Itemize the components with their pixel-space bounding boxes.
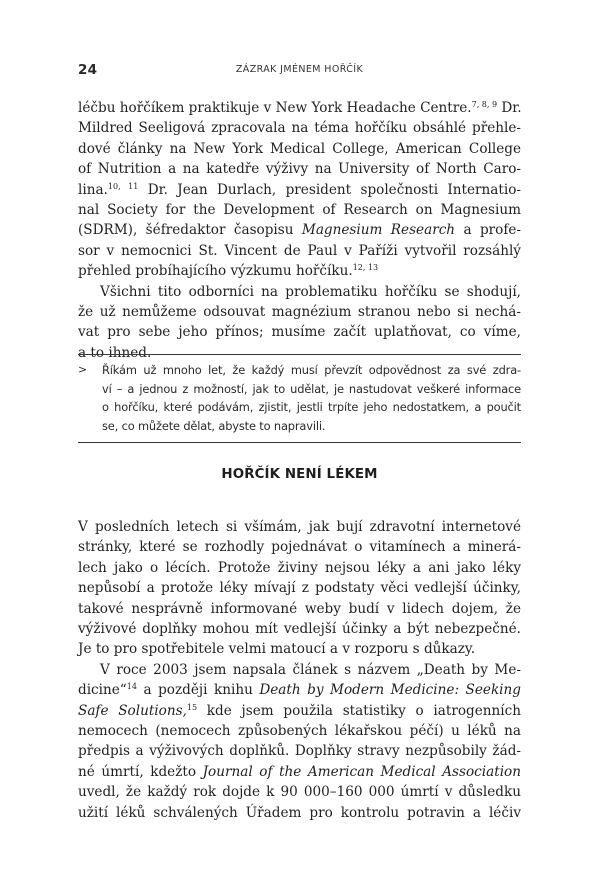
text-line: V roce 2003 jsem napsala článek s názvem „Death by Me- <box>100 661 521 678</box>
journal-title: Magnesium Research <box>301 222 456 239</box>
body-text-top <box>78 98 521 363</box>
footnote-ref: 15 <box>186 702 198 712</box>
text-line <box>78 762 521 782</box>
line-text: a později knihu <box>136 682 260 699</box>
line-text: dicine“ <box>78 682 127 699</box>
callout-line: se, co můžete dělat, abyste to napravili. <box>102 418 326 433</box>
callout-line: o hořčíku, které podávám, zjistit, jestli trpíte jeho nedostatkem, a poučit <box>102 400 521 415</box>
line-text: léčbu hořčíkem praktikuje v New York Headache Centre. <box>78 100 472 116</box>
text-line: Je to pro spotřebitele velmi matoucí a v rozporu s důkazy. <box>78 641 476 658</box>
section-heading: HOŘČÍK NENÍ LÉKEM <box>221 467 378 482</box>
text-line: sor v nemocnici St. Vincent de Paul v Paříži vytvořil rozsáhlý <box>78 242 521 259</box>
text-line: užití léků schválených Úřadem pro kontrolu potravin a léčiv <box>78 804 521 821</box>
paragraph-2 <box>78 282 521 364</box>
footnote-ref: 14 <box>126 682 137 692</box>
text-line: Všichni tito odborníci na problematiku hořčíku se shodují, <box>100 283 521 300</box>
running-title: ZÁZRAK JMÉNEM HOŘČÍK <box>235 64 364 75</box>
paragraph-4 <box>78 660 521 823</box>
text-line <box>78 680 521 700</box>
text-line: vat pro sebe jeho přínos; musíme začít uplatňovat, co víme, <box>78 324 521 341</box>
text-line: že už nemůžeme odsouvat magnézium stranou nebo si nechá- <box>78 304 521 321</box>
text-line: stránky, které se rozhodly pojednávat o vitamínech a minerá- <box>78 539 521 556</box>
line-text: Dr. <box>497 100 522 116</box>
running-header <box>78 62 521 82</box>
book-title: Safe Solutions, <box>78 702 187 719</box>
text-line: uvedl, že každý rok dojde k 90 000–160 000 úmrtí v důsledku <box>78 784 521 801</box>
text-line: V posledních letech si všímám, jak bují zdravotní internetové <box>78 519 521 535</box>
footnote-ref: 10, 11 <box>107 181 139 191</box>
text-line: of Nutrition a na katedře výživy na University of North Caro- <box>78 161 521 178</box>
text-line: dové články na New York Medical College, American College <box>78 140 521 157</box>
callout-box <box>78 354 521 443</box>
page-number: 24 <box>78 62 98 78</box>
text-line <box>78 220 521 240</box>
text-line <box>78 261 521 281</box>
text-line <box>78 701 521 721</box>
text-line: a to ihned. <box>78 344 152 361</box>
line-text: kde jsem použila statistiky o iatrogenních <box>197 702 521 719</box>
paragraph-3 <box>78 517 521 660</box>
line-text: né úmrtí, kdežto <box>78 763 203 780</box>
text-line <box>78 180 521 200</box>
text-line: nepůsobí a protože léky mívají z podstaty věci vedlejší účinky, <box>78 580 521 597</box>
line-text: (SDRM), šéfredaktor časopisu <box>78 222 302 239</box>
footnote-ref: 12, 13 <box>352 263 379 273</box>
callout-marker-icon: > <box>78 363 88 376</box>
line-text: a profe- <box>455 222 521 239</box>
line-text: lina. <box>78 181 108 198</box>
text-line: předpis a výživových doplňků. Doplňky stravy nezpůsobily žád- <box>78 743 521 760</box>
line-text: přehled probíhajícího výzkumu hořčíku. <box>78 263 353 280</box>
text-line: takové nesprávně informované weby budí v lidech dojem, že <box>78 600 521 617</box>
text-line: Mildred Seeligová zpracovala na téma hořčíku obsáhlé přehle- <box>78 120 521 137</box>
text-line: výživové doplňky mohou mít vedlejší účinky a být nebezpečné. <box>78 621 521 638</box>
book-title: Death by Modern Medicine: Seeking <box>259 682 521 699</box>
journal-title: Journal of the American Medical Association <box>202 763 521 780</box>
text-line: lech jako o lécích. Protože živiny nejsou léky a ani jako léky <box>78 559 521 576</box>
text-line: nemocech (nemocech způsobených lékařskou péčí) u léků na <box>78 723 521 740</box>
text-line: nal Society for the Development of Research on Magnesium <box>78 202 521 219</box>
callout-line: ví – a jednou z možností, jak to udělat, je nastudovat veškeré informace <box>102 381 521 396</box>
paragraph-1 <box>78 98 521 282</box>
callout-line: Říkám už mnoho let, že každý musí převzít odpovědnost za své zdra- <box>102 363 521 377</box>
callout-text <box>102 361 521 435</box>
line-text: Dr. Jean Durlach, president společnosti Internatio- <box>138 181 521 198</box>
text-line <box>78 98 521 118</box>
body-text-bottom <box>78 517 521 823</box>
footnote-ref: 7, 8, 9 <box>471 100 498 109</box>
